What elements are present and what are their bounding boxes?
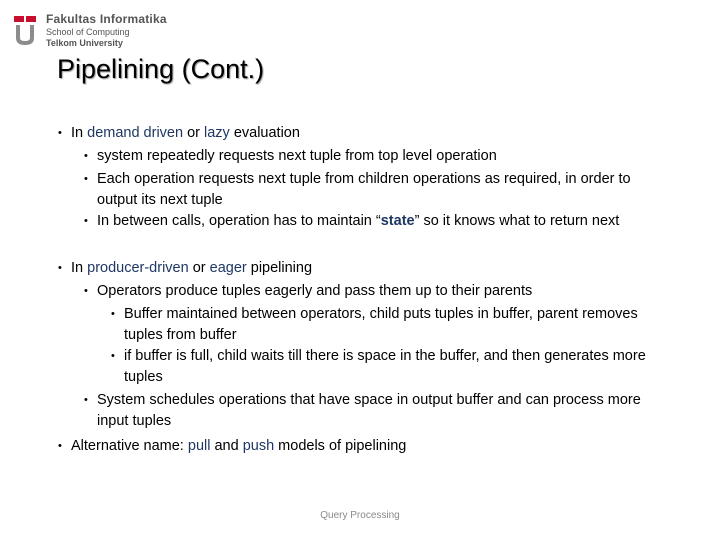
keyword-eager: eager — [209, 260, 247, 276]
text: or — [183, 125, 204, 141]
slide-footer: Query Processing — [320, 510, 400, 521]
bullet-dot-icon: • — [84, 150, 88, 162]
text: Buffer maintained between operators, child puts tuples in buffer, parent removes tuples from buffer — [124, 306, 638, 343]
slide-title: Pipelining (Cont.) — [57, 54, 265, 84]
text: pipelining — [246, 260, 313, 276]
bullet-dot-icon: • — [84, 215, 88, 227]
text: or — [188, 260, 210, 276]
bullet-dot-icon: • — [58, 262, 62, 274]
keyword-producer-driven: producer-driven — [87, 260, 189, 276]
keyword-push: push — [242, 438, 275, 454]
bullet-demand-driven — [58, 123, 691, 144]
text: evaluation — [229, 125, 300, 141]
sub-bullet-system-requests — [84, 146, 667, 167]
keyword-demand-driven: demand driven — [87, 125, 184, 141]
bullet-dot-icon: • — [84, 173, 88, 185]
keyword-state: state — [380, 213, 415, 229]
bullet-dot-icon: • — [58, 127, 62, 139]
bullet-alternative-name — [58, 436, 691, 457]
bullet-dot-icon: • — [111, 350, 115, 362]
keyword-lazy: lazy — [204, 125, 230, 141]
text: Each operation requests next tuple from children operations as required, in order to output its next tuple — [97, 171, 631, 208]
text: In — [71, 260, 88, 276]
bullet-dot-icon: • — [111, 308, 115, 320]
sub-bullet-maintain-state — [84, 211, 657, 232]
logo-school-name: School of Computing — [46, 27, 130, 37]
text: In between calls, operation has to maintain “ — [97, 213, 381, 229]
text: if buffer is full, child waits till there is space in the buffer, and then generates more tuples — [124, 348, 646, 385]
bullet-dot-icon: • — [84, 285, 88, 297]
sub-bullet-system-schedules — [84, 390, 657, 432]
text: Alternative name: — [71, 438, 188, 454]
sub-sub-bullet-buffer-maintained — [111, 304, 669, 346]
text: System schedules operations that have space in output buffer and can process more input tuples — [97, 392, 641, 429]
text: Operators produce tuples eagerly and pass them up to their parents — [97, 283, 533, 299]
bullet-dot-icon: • — [58, 440, 62, 452]
sub-bullet-each-operation — [84, 169, 667, 211]
text: system repeatedly requests next tuple from top level operation — [97, 148, 497, 164]
university-logo — [10, 10, 170, 50]
bullet-dot-icon: • — [84, 394, 88, 406]
sub-bullet-operators-produce — [84, 281, 677, 302]
text: ” so it knows what to return next — [414, 213, 620, 229]
bullet-producer-driven — [58, 258, 691, 279]
text: and — [210, 438, 243, 454]
keyword-pull: pull — [187, 438, 211, 454]
text: models of pipelining — [274, 438, 407, 454]
logo-university-name: Telkom University — [46, 38, 123, 48]
sub-sub-bullet-buffer-full — [111, 346, 669, 388]
logo-faculty-name: Fakultas Informatika — [46, 12, 167, 26]
telkom-logo-icon — [14, 16, 36, 46]
text: In — [71, 125, 88, 141]
